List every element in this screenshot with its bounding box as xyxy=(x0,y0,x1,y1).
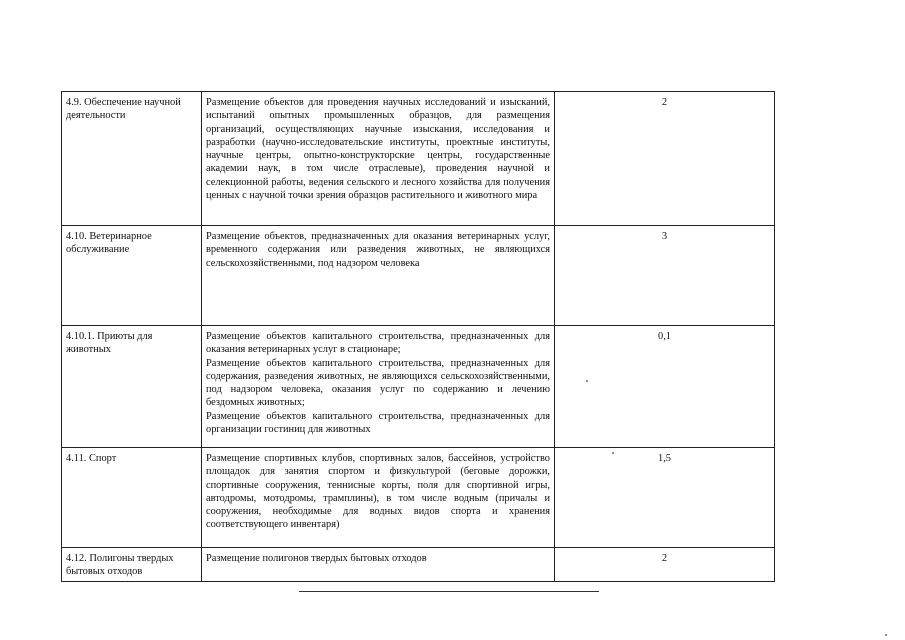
description-paragraph: Размещение спортивных клубов, спортивных залов, бассейнов, устройство площадок для занятия спортом и физкультурой (беговые дорожки, спортивные сооружения, теннисные корты, поля для спортивной игры, автодромы, мотодромы, трамплины), в том числе водным (причалы и сооружения, необходимые для водных видов спорта и хранения соответствующего инвентаря) xyxy=(206,453,550,531)
row-description xyxy=(202,226,555,326)
row-value: 2 xyxy=(555,548,775,582)
scan-speck xyxy=(885,634,887,636)
table-row xyxy=(62,226,775,326)
row-value: 1,5 xyxy=(555,448,775,548)
row-description xyxy=(202,448,555,548)
description-paragraph: Размещение объектов для проведения научных исследований и изысканий, испытаний опытных промышленных образцов, для размещения организаций, осуществляющих научные изыскания, исследования и разработки (научно-исследовательские институты, проектные институты, научные центры, опытно-конструкторские центры, государственные академии наук, в том числе отраслевые), проведения научной и селекционной работы, ведения сельского и лесного хозяйства для получения ценных с научной точки зрения образцов растительного и животного мира xyxy=(206,97,550,202)
row-description xyxy=(202,326,555,448)
footer-divider xyxy=(299,591,599,592)
table-row xyxy=(62,448,775,548)
description-paragraph: Размещение объектов капитального строительства, предназначенных для оказания ветеринарных услуг в стационаре; xyxy=(206,331,550,356)
row-name: 4.9. Обеспечение научной деятельности xyxy=(62,92,202,226)
description-paragraph: Размещение объектов капитального строительства, предназначенных для содержания, разведения животных, не являющихся сельскохозяйственными, под надзором человека, оказания услуг по содержанию и лечению бездомных животных; xyxy=(206,357,550,409)
row-name: 4.10. Ветеринарное обслуживание xyxy=(62,226,202,326)
row-name: 4.10.1. Приюты для животных xyxy=(62,326,202,448)
row-name: 4.12. Полигоны твердых бытовых отходов xyxy=(62,548,202,582)
scan-speck xyxy=(612,452,614,454)
table-row xyxy=(62,326,775,448)
row-value: 2 xyxy=(555,92,775,226)
row-description xyxy=(202,92,555,226)
row-value: 0,1 xyxy=(555,326,775,448)
row-description xyxy=(202,548,555,582)
row-value: 3 xyxy=(555,226,775,326)
table-row xyxy=(62,92,775,226)
row-name: 4.11. Спорт xyxy=(62,448,202,548)
table-row xyxy=(62,548,775,582)
description-paragraph: Размещение объектов, предназначенных для оказания ветеринарных услуг, временного содержания или разведения животных, не являющихся сельскохозяйственными, под надзором человека xyxy=(206,231,550,269)
description-paragraph: Размещение полигонов твердых бытовых отходов xyxy=(206,553,427,564)
description-paragraph: Размещение объектов капитального строительства, предназначенных для организации гостиниц для животных xyxy=(206,410,550,436)
land-use-table xyxy=(61,91,775,582)
scan-speck xyxy=(586,380,588,382)
